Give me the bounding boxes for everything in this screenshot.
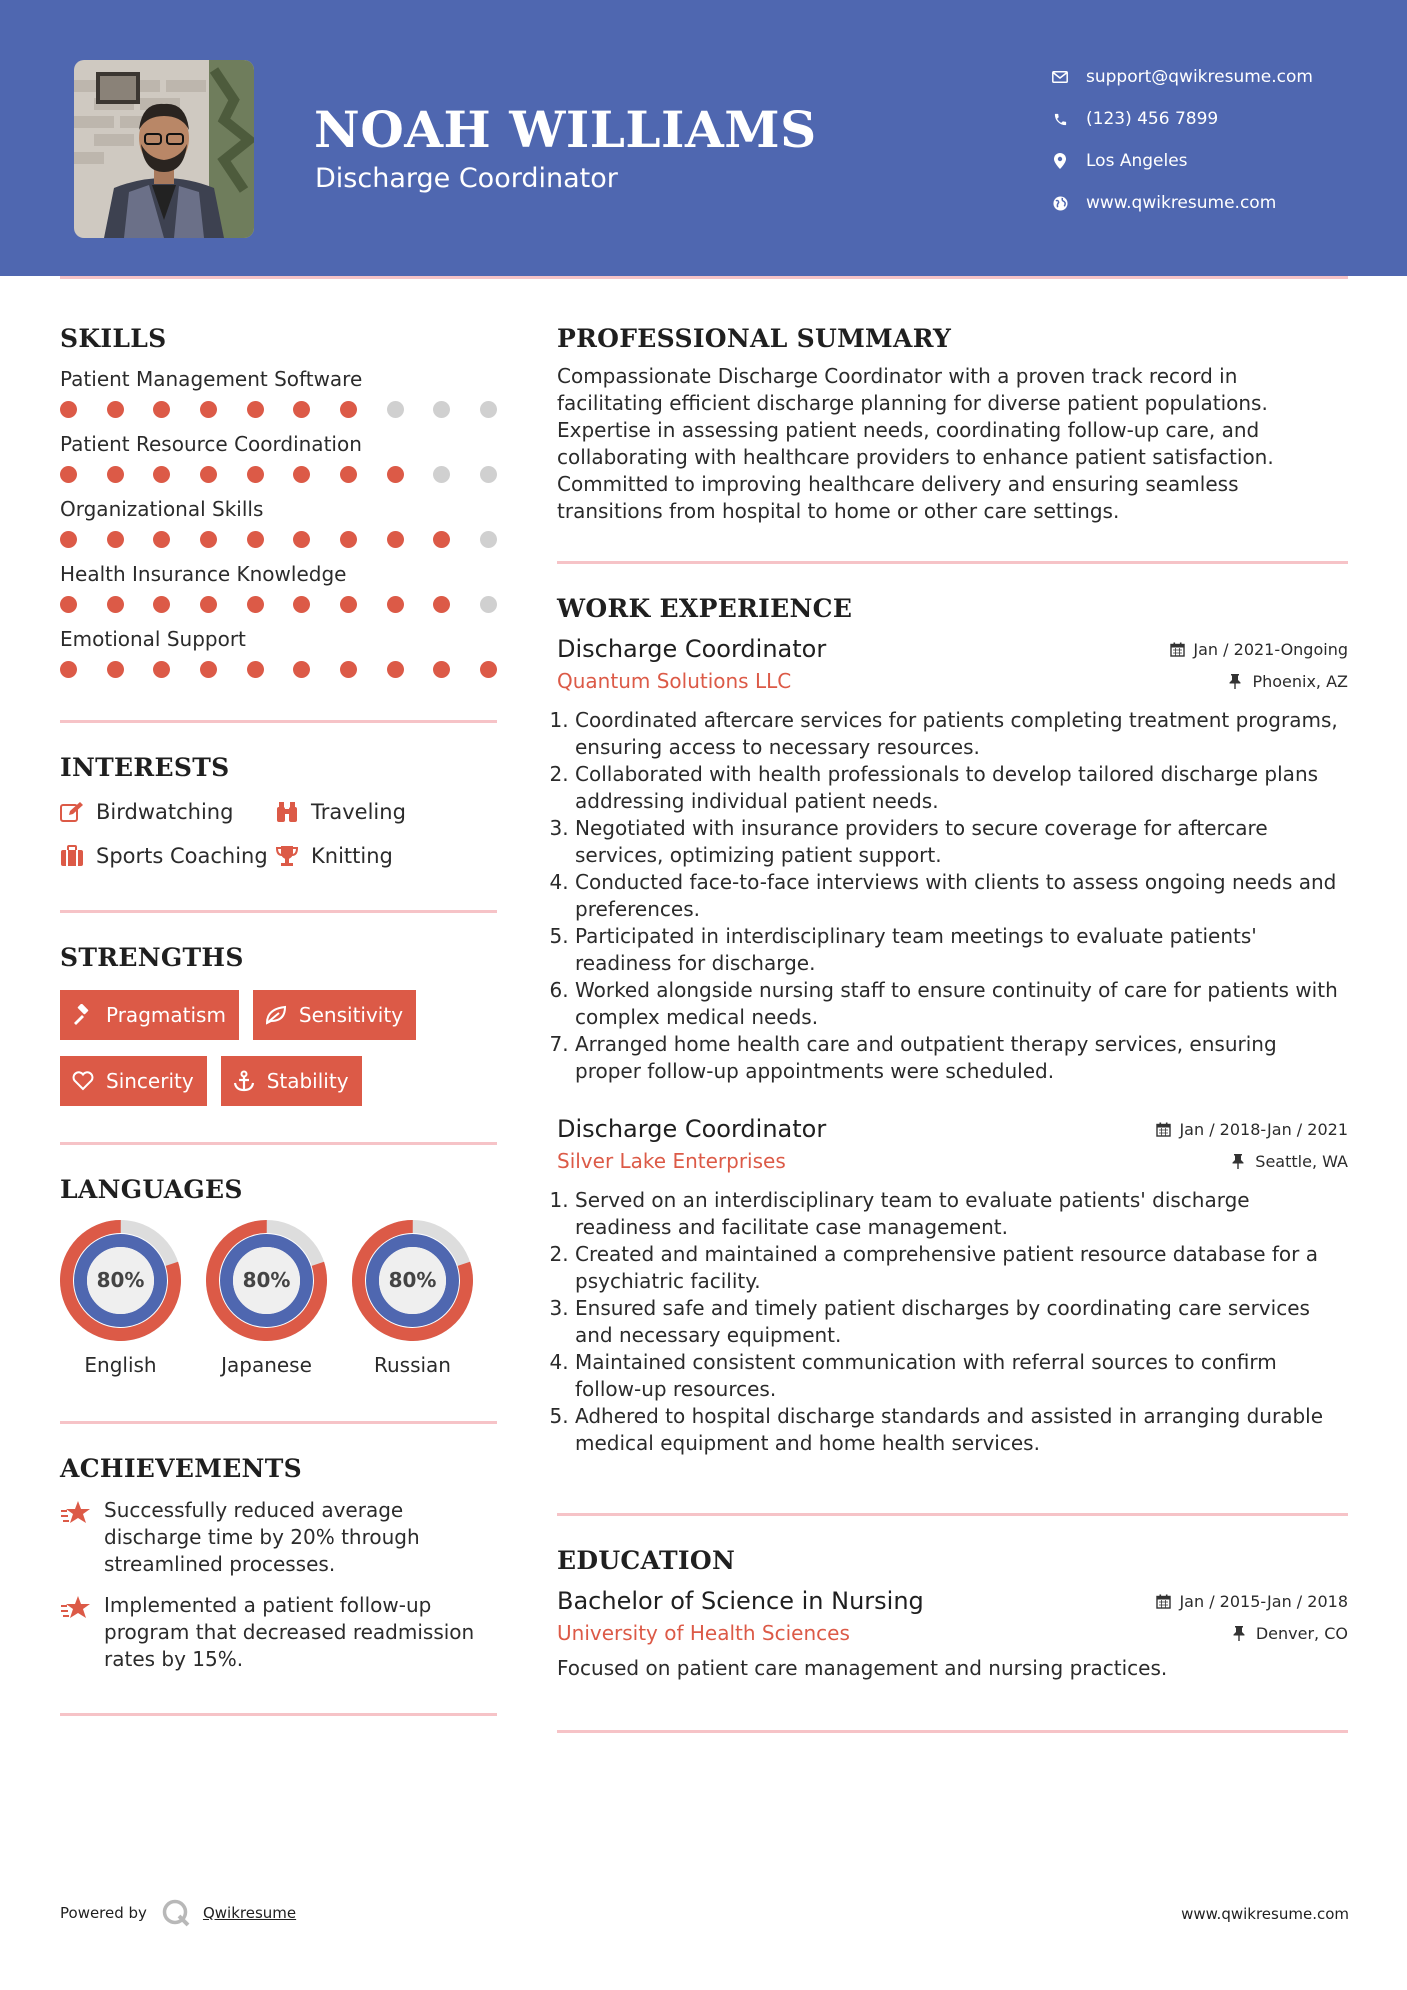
skill-dot-empty: [387, 401, 404, 418]
skill-dot-filled: [153, 596, 170, 613]
skill-dot-filled: [107, 466, 124, 483]
school-name: University of Health Sciences: [557, 1621, 850, 1645]
binoculars-icon: [275, 800, 301, 824]
job-location: [1229, 672, 1348, 691]
company-name: Quantum Solutions LLC: [557, 669, 792, 693]
achievement-item: [60, 1497, 497, 1578]
experience-section: [557, 594, 1348, 1457]
skill-dot-filled: [200, 531, 217, 548]
globe-icon: [1050, 193, 1070, 213]
contact-location-text: Los Angeles: [1086, 151, 1188, 171]
language-percent: 80%: [242, 1268, 291, 1292]
calendar-icon: [1156, 1593, 1172, 1609]
skill-dot-filled: [340, 661, 357, 678]
interest-item: [60, 800, 275, 824]
skill-dot-filled: [340, 466, 357, 483]
skill-dot-filled: [200, 661, 217, 678]
contact-list: [1050, 56, 1390, 224]
strength-label: Stability: [266, 1069, 349, 1093]
skill-dot-filled: [387, 466, 404, 483]
achievements-section: [60, 1454, 497, 1673]
pushpin-icon: [1232, 1153, 1248, 1169]
skill-dot-filled: [433, 596, 450, 613]
skill-dot-filled: [153, 466, 170, 483]
skills-section: [60, 324, 497, 678]
achievement-text: Successfully reduced average discharge time by 20% through streamlined processes.: [104, 1498, 420, 1576]
skill-item: [60, 627, 497, 678]
skill-dot-filled: [387, 661, 404, 678]
pushpin-icon: [1229, 673, 1245, 689]
skills-title: SKILLS: [60, 324, 167, 353]
calendar-icon: [1170, 641, 1186, 657]
skill-dot-filled: [60, 466, 77, 483]
interests-section: [60, 753, 497, 868]
skill-dot-empty: [480, 466, 497, 483]
skill-dot-filled: [433, 531, 450, 548]
job-bullet: 4. Maintained consistent communication with referral sources to confirm follow-up resources.: [575, 1349, 1348, 1403]
right-column: [557, 300, 1348, 1733]
summary-section: [557, 324, 1348, 525]
phone-icon: [1050, 109, 1070, 129]
interest-label: Traveling: [311, 800, 406, 824]
education-location: [1233, 1624, 1348, 1643]
achievement-text: Implemented a patient follow-up program that decreased readmission rates by 15%.: [104, 1593, 475, 1671]
header-banner: [0, 0, 1407, 276]
pushpin-icon: [1233, 1625, 1249, 1641]
star-badge-icon: [60, 1497, 94, 1578]
interests-list: [60, 800, 497, 868]
education-location-text: Denver, CO: [1255, 1623, 1348, 1643]
language-percent: 80%: [96, 1268, 145, 1292]
language-ring: [352, 1220, 473, 1341]
skill-dot-filled: [153, 661, 170, 678]
footer-website[interactable]: www.qwikresume.com: [1181, 1905, 1349, 1923]
strength-label: Pragmatism: [106, 1003, 226, 1027]
skill-dot-filled: [293, 661, 310, 678]
skill-dot-filled: [60, 401, 77, 418]
heart-icon: [72, 1069, 96, 1093]
contact-phone-text: (123) 456 7899: [1086, 109, 1219, 129]
job-dates-text: Jan / 2021-Ongoing: [1193, 639, 1348, 659]
skills-list: [60, 367, 497, 678]
skill-dot-filled: [107, 661, 124, 678]
skill-dot-filled: [200, 596, 217, 613]
skill-dot-filled: [433, 661, 450, 678]
profile-photo: [74, 60, 254, 238]
education-description: Focused on patient care management and nursing practices.: [557, 1656, 1168, 1680]
powered-by-text: Powered by: [60, 1904, 147, 1922]
job-bullet: 4. Conducted face-to-face interviews with clients to assess ongoing needs and preferences.: [575, 869, 1348, 923]
strength-label: Sensitivity: [298, 1003, 404, 1027]
star-badge-icon: [60, 1592, 94, 1673]
skill-rating: [60, 401, 497, 418]
strength-tag: [221, 1056, 362, 1106]
summary-text: Compassionate Discharge Coordinator with a proven track record in facilitating efficient discharge planning for diverse patient populations. Expertise in assessing patient needs, coordinating follow-up care, and collaborating with healthcare providers to enhance patient satisfaction. Committed to improving healthcare delivery and ensuring seamless transitions from hospital to home or other care settings.: [557, 364, 1274, 523]
footer-powered-by: [60, 1898, 296, 1928]
job-bullet: 6. Worked alongside nursing staff to ensure continuity of care for patients with complex medical needs.: [575, 977, 1348, 1031]
education-dates: [1156, 1592, 1348, 1611]
interest-item: [275, 800, 475, 824]
skill-dot-filled: [60, 661, 77, 678]
skill-dot-filled: [247, 596, 264, 613]
section-divider: [60, 1142, 497, 1145]
skill-dot-filled: [247, 531, 264, 548]
job-bullets: [557, 707, 1348, 1085]
skill-dot-empty: [480, 531, 497, 548]
languages-list: [60, 1220, 497, 1377]
job-title: Discharge Coordinator: [557, 635, 827, 663]
section-divider: [557, 1513, 1348, 1516]
skill-item: [60, 432, 497, 483]
interest-label: Birdwatching: [96, 800, 234, 824]
strength-tag: [60, 990, 239, 1040]
interest-item: [60, 844, 275, 868]
trophy-icon: [275, 844, 301, 868]
language-name: Japanese: [221, 1353, 312, 1377]
calendar-icon: [1156, 1121, 1172, 1137]
strength-label: Sincerity: [106, 1069, 194, 1093]
leaf-icon: [265, 1003, 289, 1027]
section-divider: [60, 720, 497, 723]
language-ring: [60, 1220, 181, 1341]
languages-title: LANGUAGES: [60, 1175, 243, 1204]
briefcase-icon: [60, 844, 86, 868]
contact-email[interactable]: [1050, 56, 1390, 98]
section-divider: [60, 910, 497, 913]
job-bullet: 3. Ensured safe and timely patient discharges by coordinating care services and necessary equipment.: [575, 1295, 1348, 1349]
job-title: Discharge Coordinator: [557, 1115, 827, 1143]
skill-name: Health Insurance Knowledge: [60, 562, 347, 586]
skill-name: Organizational Skills: [60, 497, 264, 521]
skill-dot-empty: [433, 466, 450, 483]
education-dates-text: Jan / 2015-Jan / 2018: [1179, 1591, 1348, 1611]
degree-title: Bachelor of Science in Nursing: [557, 1587, 924, 1615]
skill-dot-filled: [200, 401, 217, 418]
skill-dot-filled: [293, 466, 310, 483]
skill-dot-filled: [293, 401, 310, 418]
job-dates-text: Jan / 2018-Jan / 2021: [1179, 1119, 1348, 1139]
interest-label: Sports Coaching: [96, 844, 268, 868]
language-name: English: [84, 1353, 157, 1377]
skill-dot-filled: [107, 531, 124, 548]
candidate-name: NOAH WILLIAMS: [314, 100, 817, 159]
skill-dot-filled: [340, 401, 357, 418]
skill-rating: [60, 661, 497, 678]
map-pin-icon: [1050, 151, 1070, 171]
language-ring: [206, 1220, 327, 1341]
achievements-title: ACHIEVEMENTS: [60, 1454, 302, 1483]
interest-item: [275, 844, 475, 868]
skill-dot-filled: [153, 401, 170, 418]
language-percent: 80%: [388, 1268, 437, 1292]
education-entry: [557, 1587, 1348, 1682]
section-divider: [60, 1713, 497, 1716]
skill-name: Emotional Support: [60, 627, 246, 651]
contact-phone[interactable]: [1050, 98, 1390, 140]
skill-dot-filled: [200, 466, 217, 483]
header-divider: [60, 276, 1348, 279]
strengths-list: [60, 990, 500, 1106]
interest-label: Knitting: [311, 844, 393, 868]
candidate-title: Discharge Coordinator: [315, 163, 618, 194]
education-section: [557, 1546, 1348, 1682]
job-bullet: 2. Collaborated with health professionals to develop tailored discharge plans addressing individual patient needs.: [575, 761, 1348, 815]
skill-rating: [60, 531, 497, 548]
education-title: EDUCATION: [557, 1546, 736, 1575]
skill-name: Patient Resource Coordination: [60, 432, 362, 456]
job-location-text: Seattle, WA: [1255, 1151, 1348, 1171]
envelope-icon: [1050, 67, 1070, 87]
gavel-icon: [72, 1003, 96, 1027]
skill-dot-filled: [387, 596, 404, 613]
skill-dot-empty: [480, 596, 497, 613]
left-column: [60, 300, 497, 1716]
job-dates: [1156, 1120, 1348, 1139]
skill-dot-filled: [60, 596, 77, 613]
job-bullet: 3. Negotiated with insurance providers to secure coverage for aftercare services, optimizing patient support.: [575, 815, 1348, 869]
contact-website-text: www.qwikresume.com: [1086, 193, 1277, 213]
section-divider: [557, 561, 1348, 564]
skill-name: Patient Management Software: [60, 367, 363, 391]
job-bullet: 1. Coordinated aftercare services for patients completing treatment programs, ensuring access to necessary resources.: [575, 707, 1348, 761]
edit-icon: [60, 800, 86, 824]
summary-title: PROFESSIONAL SUMMARY: [557, 324, 952, 353]
skill-dot-empty: [433, 401, 450, 418]
experience-title: WORK EXPERIENCE: [557, 594, 853, 623]
skill-dot-filled: [153, 531, 170, 548]
strength-tag: [253, 990, 416, 1040]
strength-tag: [60, 1056, 207, 1106]
skill-dot-filled: [340, 596, 357, 613]
achievement-item: [60, 1592, 497, 1673]
skill-dot-filled: [107, 596, 124, 613]
skill-dot-filled: [293, 596, 310, 613]
job-location-text: Phoenix, AZ: [1252, 671, 1348, 691]
skill-item: [60, 367, 497, 418]
skill-item: [60, 497, 497, 548]
languages-section: [60, 1175, 497, 1377]
brand-link[interactable]: Qwikresume: [202, 1904, 297, 1922]
skill-rating: [60, 466, 497, 483]
language-item: [60, 1220, 181, 1377]
language-item: [352, 1220, 473, 1377]
language-item: [206, 1220, 327, 1377]
contact-website[interactable]: [1050, 182, 1390, 224]
skill-dot-filled: [107, 401, 124, 418]
language-name: Russian: [373, 1353, 451, 1377]
job-location: [1232, 1152, 1348, 1171]
job-bullet: 5. Adhered to hospital discharge standards and assisted in arranging durable medical equipment and home health services.: [575, 1403, 1348, 1457]
skill-item: [60, 562, 497, 613]
skill-dot-filled: [247, 401, 264, 418]
skill-dot-empty: [480, 401, 497, 418]
section-divider: [557, 1730, 1348, 1733]
contact-email-text: support@qwikresume.com: [1086, 67, 1313, 87]
interests-title: INTERESTS: [60, 753, 230, 782]
job-dates: [1170, 640, 1348, 659]
skill-rating: [60, 596, 497, 613]
skill-dot-filled: [480, 661, 497, 678]
anchor-icon: [233, 1069, 257, 1093]
qwikresume-logo-icon: [161, 1898, 191, 1928]
skill-dot-filled: [293, 531, 310, 548]
contact-location: [1050, 140, 1390, 182]
company-name: Silver Lake Enterprises: [557, 1149, 786, 1173]
strengths-title: STRENGTHS: [60, 943, 244, 972]
job-bullets: [557, 1187, 1348, 1457]
job-entry: [557, 635, 1348, 1085]
strengths-section: [60, 943, 497, 1106]
job-entry: [557, 1115, 1348, 1457]
skill-dot-filled: [340, 531, 357, 548]
job-bullet: 2. Created and maintained a comprehensive patient resource database for a psychiatric facility.: [575, 1241, 1348, 1295]
job-bullet: 5. Participated in interdisciplinary team meetings to evaluate patients' readiness for discharge.: [575, 923, 1348, 977]
skill-dot-filled: [60, 531, 77, 548]
job-bullet: 7. Arranged home health care and outpatient therapy services, ensuring proper follow-up appointments were scheduled.: [575, 1031, 1348, 1085]
skill-dot-filled: [387, 531, 404, 548]
section-divider: [60, 1421, 497, 1424]
skill-dot-filled: [247, 466, 264, 483]
job-bullet: 1. Served on an interdisciplinary team to evaluate patients' discharge readiness and facilitate case management.: [575, 1187, 1348, 1241]
skill-dot-filled: [247, 661, 264, 678]
